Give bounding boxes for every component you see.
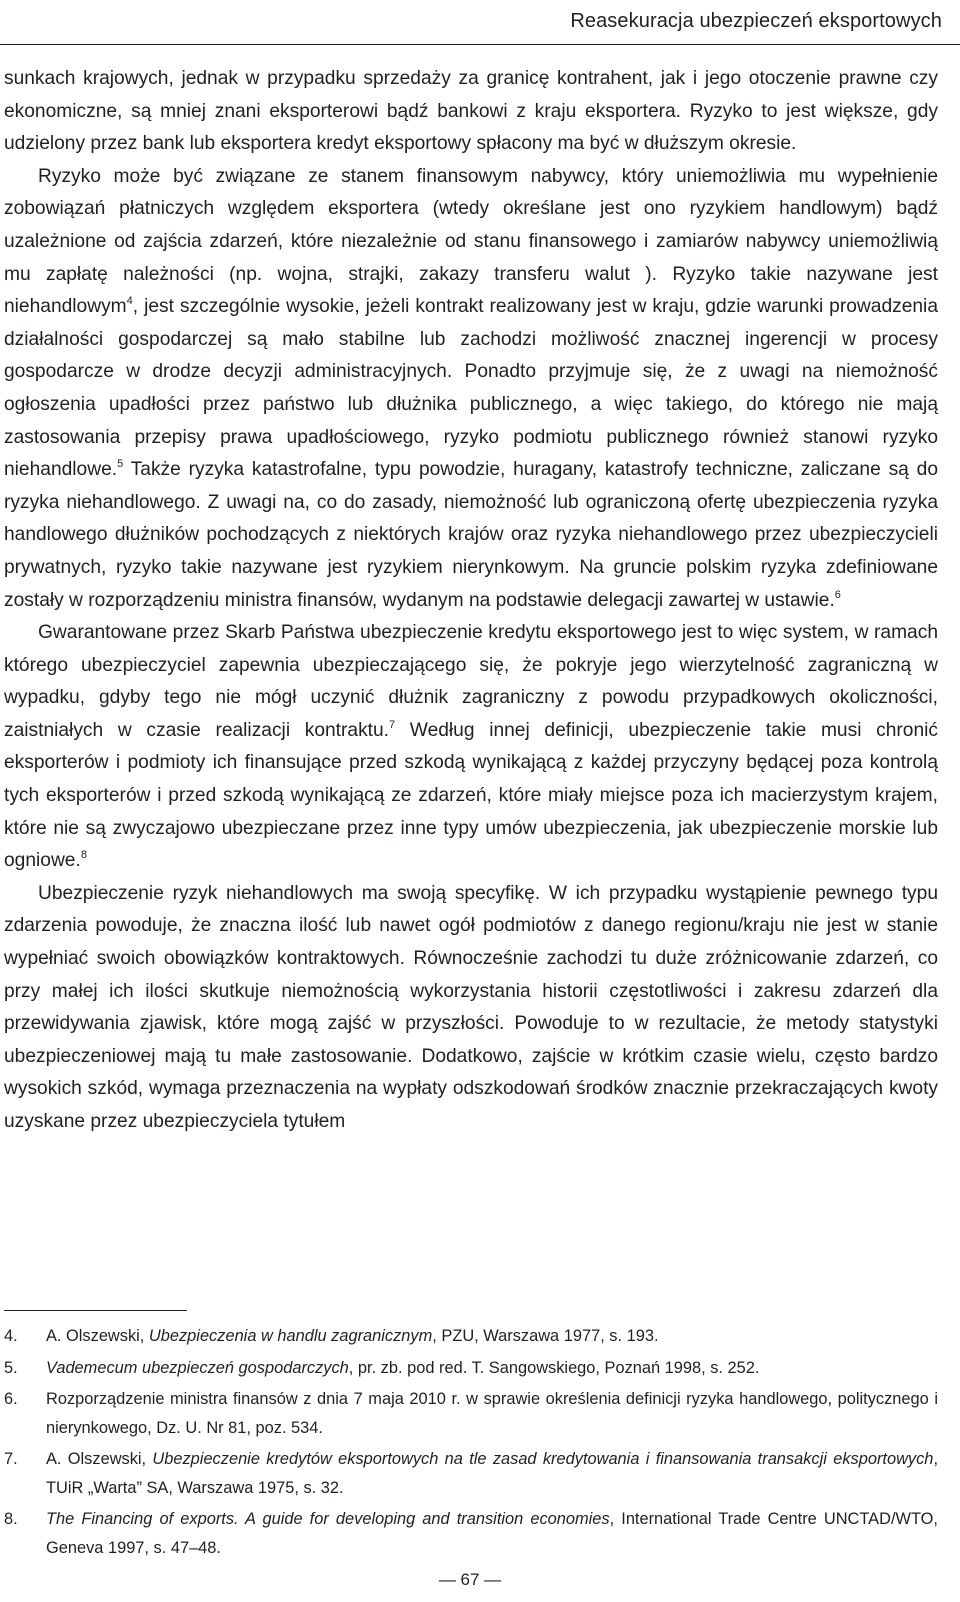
footnote-ref-6[interactable]: 6 xyxy=(834,588,841,601)
footnote-separator xyxy=(4,1310,187,1311)
footnote-author: A. Olszewski, xyxy=(46,1327,149,1345)
footnote-text xyxy=(46,1385,938,1442)
paragraph-1: sunkach krajowych, jednak w przypadku sprzedaży za granicę kontrahent, jak i jego otoczenie prawne czy ekonomiczne, są mniej znani eksporterowi bądź bankowi z kraju eksportera. Ryzyko to jest większe, gdy udzielony przez bank lub eksportera kredyt eksportowy spłacony ma być w dłuższym okresie. xyxy=(4,68,938,155)
footnote-number: 8. xyxy=(4,1510,18,1528)
body-text xyxy=(4,63,938,1139)
running-header: Reasekuracja ubezpieczeń eksportowych xyxy=(570,10,942,32)
footnote-ref-8[interactable]: 8 xyxy=(80,849,87,862)
footnote-4 xyxy=(4,1322,938,1351)
paragraph-2-part-a: Ryzyko może być związane ze stanem finansowym nabywcy, który uniemożliwia mu wypełnienie zobowiązań płatniczych względem eksportera (wtedy określane jest ono ryzykiem handlowym) bądź uzależnione od zajścia zdarzeń, które niezależnie od stanu finansowego i zamiarów nabywcy uniemożliwią mu zapłatę należności (np. wojna, strajki, zakazy transferu walut ). Ryzyko takie nazywane jest niehandlowym xyxy=(4,165,938,318)
footnote-title: Ubezpieczenie kredytów eksportowych na tle zasad kredytowania i finansowania transakcji eksportowych xyxy=(152,1450,934,1468)
header-rule xyxy=(0,44,960,45)
footnote-6 xyxy=(4,1385,938,1442)
footnote-number: 6. xyxy=(4,1390,18,1408)
page-number: — 67 — xyxy=(438,1570,502,1589)
paragraph-3 xyxy=(4,617,938,878)
paragraph-2-part-b: , jest szczególnie wysokie, jeżeli kontrakt realizowany jest w kraju, gdzie warunki prowadzenia działalności gospodarczej są mało stabilne lub zachodzi możliwość znacznej ingerencji w procesy gospodarcze w drodze decyzji administracyjnych. Ponadto przyjmuje się, że z uwagi na niemożność ogłoszenia upadłości przez państwo lub dłużnika publicznego, a więc takiego, do którego nie mają zastosowania przepisy prawa upadłościowego, ryzyko podmiotu publicznego również stanowi ryzyko niehandlowe. xyxy=(4,296,938,481)
footnotes xyxy=(4,1322,938,1565)
footnote-ref-4[interactable]: 4 xyxy=(126,295,133,308)
footnote-8 xyxy=(4,1505,938,1562)
footnote-details: , pr. zb. pod red. T. Sangowskiego, Poznań 1998, s. 252. xyxy=(348,1358,760,1377)
footnote-text xyxy=(46,1445,938,1502)
paragraph-3-part-a: Gwarantowane przez Skarb Państwa ubezpieczenie kredytu eksportowego jest to więc system, w ramach którego ubezpieczyciel zapewnia ubezpieczającego się, że pokryje jego wierzytelność zagraniczną w wypadku, gdyby tego nie mógł uczynić dłużnik zagraniczny z powodu przypadkowych okoliczności, zaistniałych w czasie realizacji kontraktu. xyxy=(4,622,938,741)
paragraph-2 xyxy=(4,161,938,617)
footnote-number: 4. xyxy=(4,1327,18,1345)
footnote-text xyxy=(46,1354,938,1383)
footnote-text xyxy=(46,1322,938,1351)
footnote-number: 7. xyxy=(4,1450,18,1468)
paragraph-3-part-b: Według innej definicji, ubezpieczenie takie musi chronić eksporterów i podmioty ich finansujące przed szkodą wynikającą z każdej przyczyny będącej poza kontrolą tych eksporterów i przed szkodą wynikającą ze zdarzeń, które miały miejsce poza ich macierzystym krajem, które nie są zwyczajowo ubezpieczane przez inne typy umów ubezpieczenia, jak ubezpieczenie morskie lub ogniowe. xyxy=(4,719,938,872)
footnote-details: , PZU, Warszawa 1977, s. 193. xyxy=(432,1327,659,1345)
footnote-ref-5[interactable]: 5 xyxy=(117,458,124,471)
footnote-5 xyxy=(4,1354,938,1383)
footnote-title: Vademecum ubezpieczeń gospodarczych xyxy=(46,1358,349,1377)
paragraph-4: Ubezpieczenie ryzyk niehandlowych ma swoją specyfikę. W ich przypadku wystąpienie pewnego typu zdarzenia powoduje, że znaczna ilość lub nawet ogół podmiotów z danego regionu/kraju nie jest w stanie wypełniać swoich obowiązków kontraktowych. Równocześnie zachodzi tu duże zróżnicowanie zdarzeń, co przy małej ich ilości skutkuje niemożnością wykorzystania historii częstotliwości i zakresu zdarzeń dla przewidywania zjawisk, które mogą zajść w przyszłości. Powoduje to w rezultacie, że metody statystyki ubezpieczeniowej mają tu małe zastosowanie. Dodatkowo, zajście w krótkim czasie wielu, często bardzo wysokich szkód, wymaga przeznaczenia na wypłaty odszkodowań środków znacznie przekraczających kwoty uzyskane przez ubezpieczyciela tytułem xyxy=(4,882,938,1132)
footnote-number: 5. xyxy=(4,1358,18,1377)
footnote-details: , TUiR „Warta” SA, Warszawa 1975, s. 32. xyxy=(46,1450,938,1497)
footnote-ref-7[interactable]: 7 xyxy=(389,718,396,731)
footnote-details: , International Trade Centre UNCTAD/WTO, Geneva 1997, s. 47–48. xyxy=(46,1510,938,1557)
paragraph-2-part-c: Także ryzyka katastrofalne, typu powodzie, huragany, katastrofy techniczne, zaliczane są do ryzyka niehandlowego. Z uwagi na, co do zasady, niemożność lub ograniczoną ofertę ubezpieczenia ryzyka handlowego dłużników pochodzących z niektórych krajów oraz ryzyka niehandlowego przez ubezpieczycieli prywatnych, ryzyko takie nazywane jest ryzykiem nierynkowym. Na gruncie polskim ryzyka zdefiniowane zostały w rozporządzeniu ministra finansów, wydanym na podstawie delegacji zawartej w ustawie. xyxy=(4,459,938,611)
footnote-text xyxy=(46,1505,938,1562)
footnote-title: Ubezpieczenia w handlu zagranicznym xyxy=(148,1327,433,1345)
footnote-title: The Financing of exports. A guide for developing and transition economies xyxy=(46,1510,610,1528)
footnote-author: Rozporządzenie ministra finansów z dnia 7 maja 2010 r. w sprawie określenia definicji ryzyka handlowego, politycznego i nierynkowego, Dz. U. Nr 81, poz. 534. xyxy=(46,1390,938,1437)
footnote-author: A. Olszewski, xyxy=(46,1450,153,1468)
footnote-7 xyxy=(4,1445,938,1502)
